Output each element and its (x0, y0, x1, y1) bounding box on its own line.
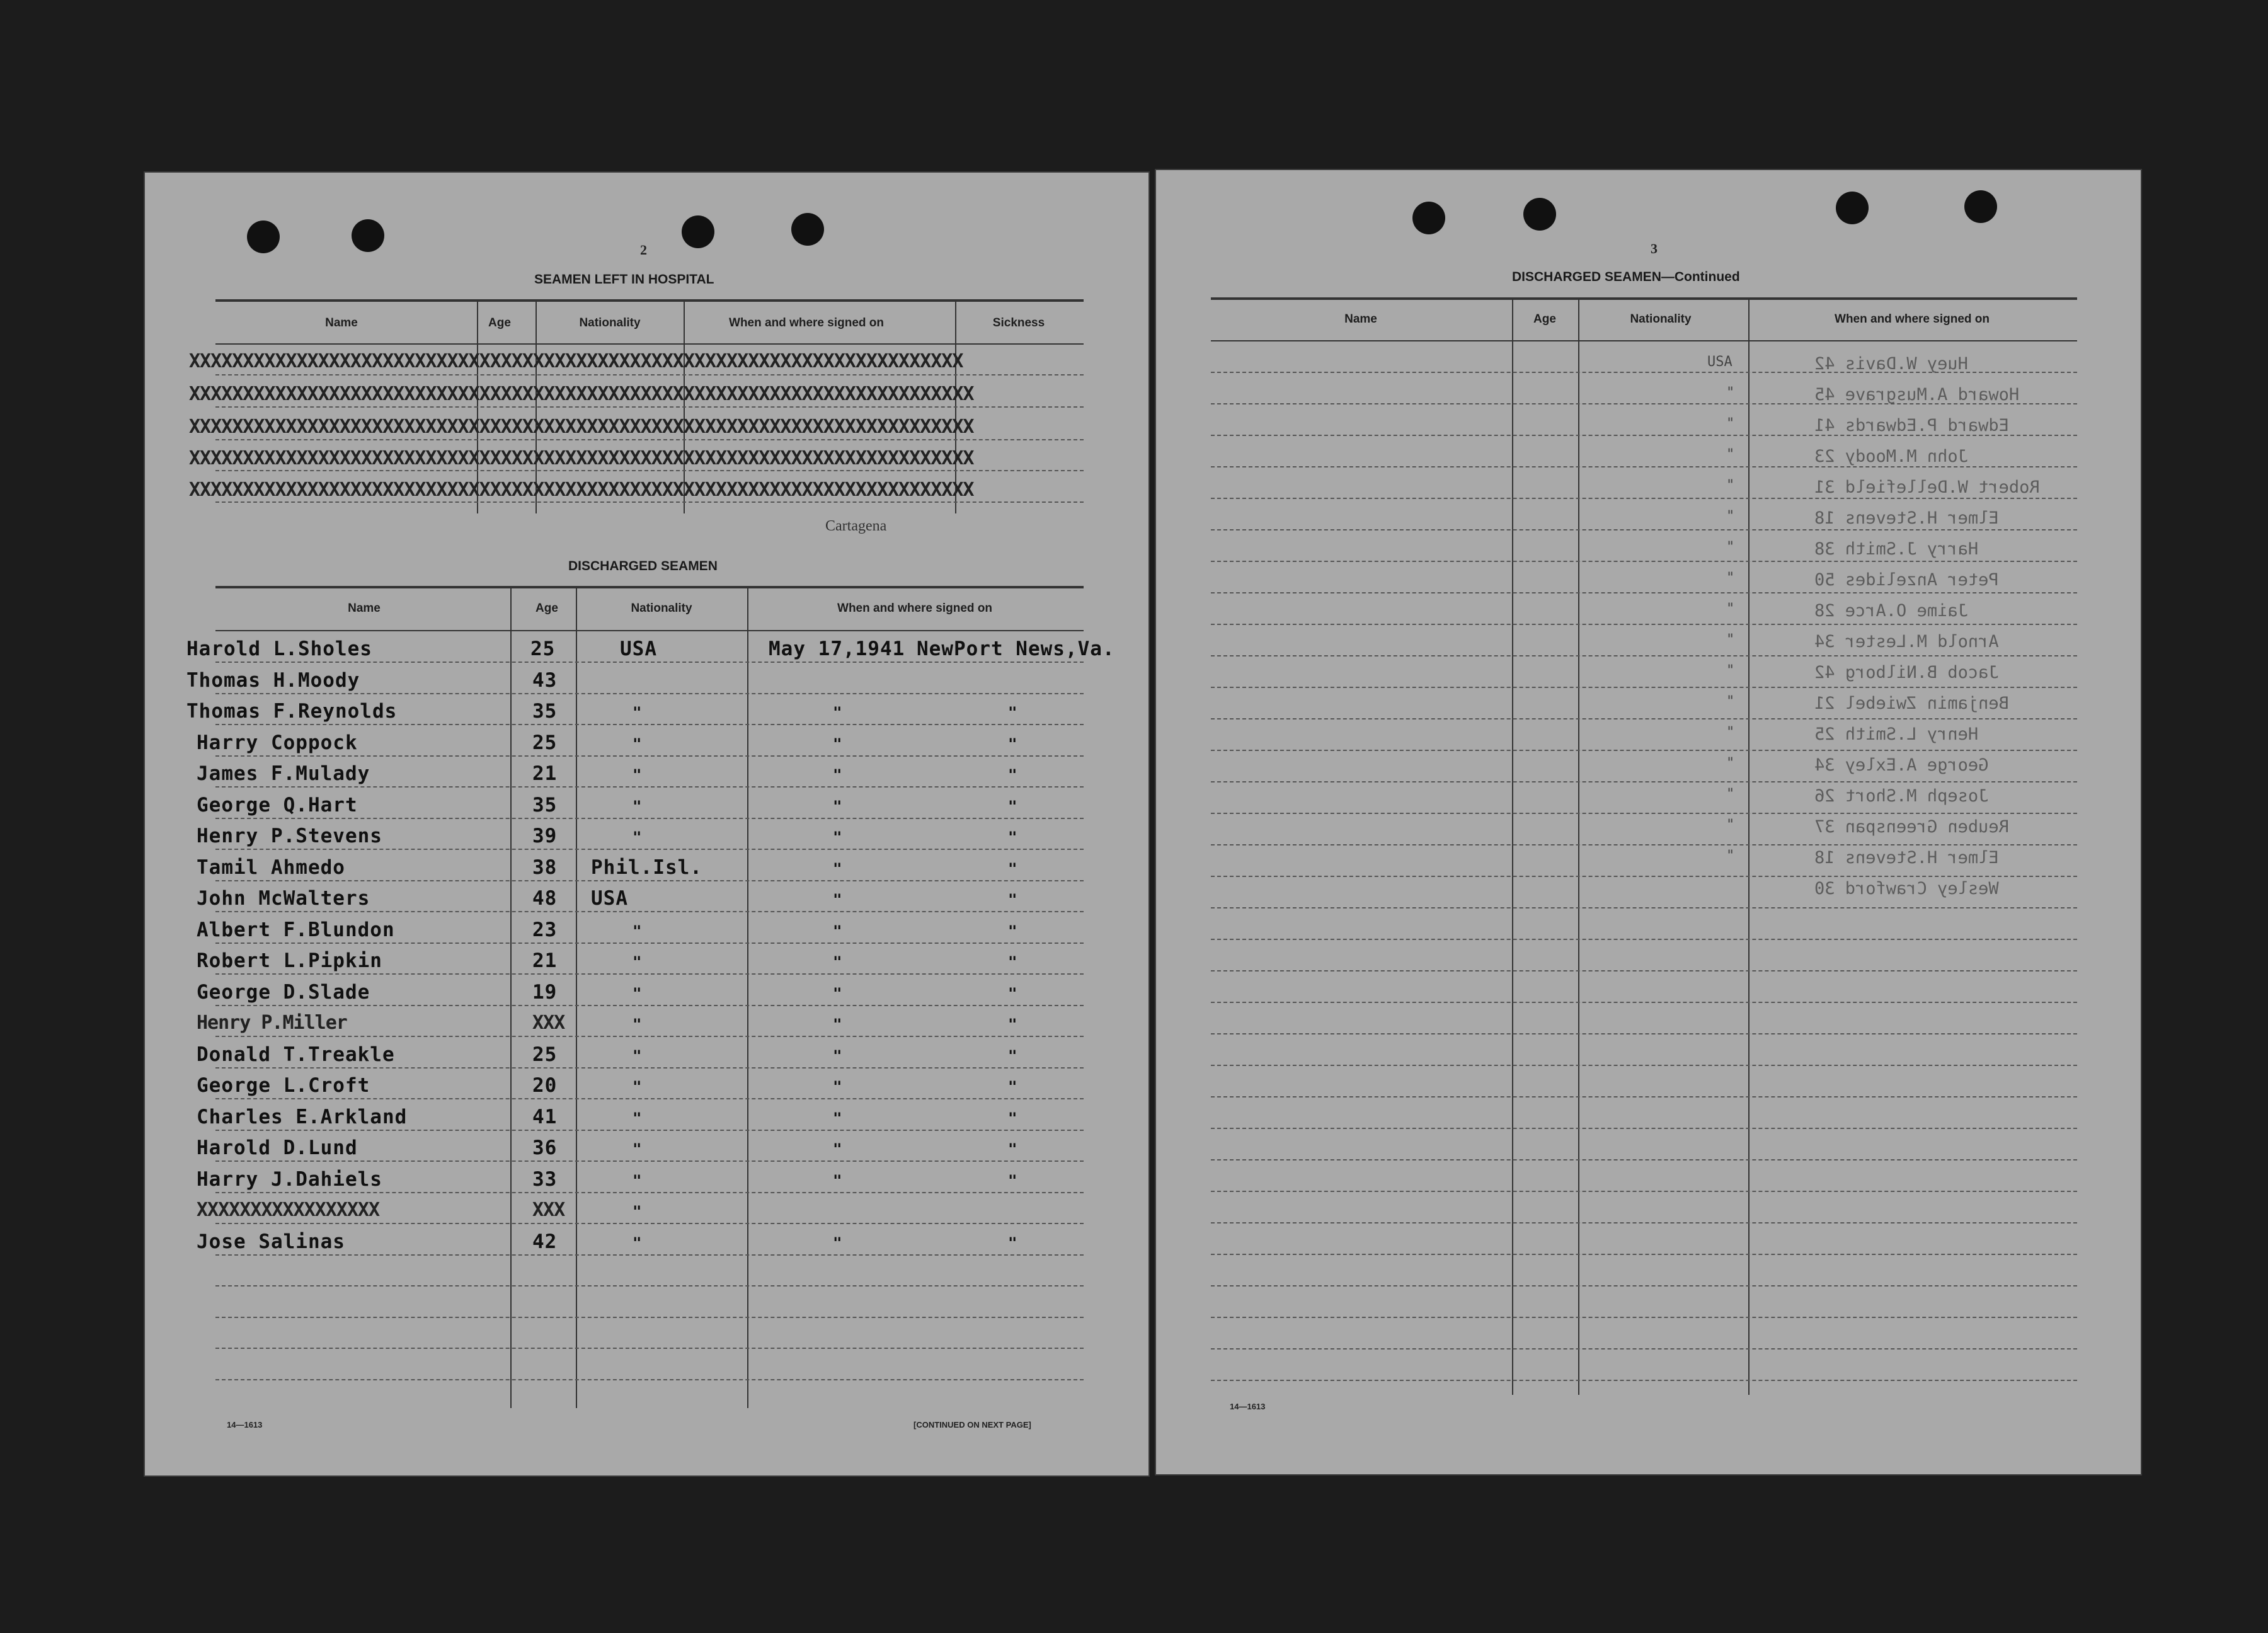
seaman-age: 25 (530, 638, 556, 660)
row-rule (215, 1348, 1084, 1349)
row-rule (215, 1005, 1084, 1006)
row-rule (1211, 1317, 2077, 1318)
seaman-nationality: " (633, 922, 642, 940)
signed-on-date: " (833, 891, 842, 908)
seaman-name: Jose Salinas (197, 1230, 345, 1253)
row-rule (1211, 1380, 2077, 1381)
column-divider (1578, 297, 1579, 1395)
mirrored-bleed-text: Arnold M.Lester 34 (1814, 632, 1999, 651)
row-rule (215, 724, 1084, 725)
row-rule (215, 439, 1084, 440)
signed-on-date: " (833, 1109, 842, 1127)
hospital-title: SEAMEN LEFT IN HOSPITAL (534, 272, 714, 287)
seaman-age: 20 (532, 1074, 558, 1097)
nationality-ditto: " (1726, 663, 1735, 679)
column-header-signed-on: When and where signed on (729, 316, 884, 329)
seaman-nationality: " (633, 1203, 642, 1220)
signed-on-date: " (833, 766, 842, 784)
seaman-age: 25 (532, 1043, 558, 1066)
row-rule (1211, 1254, 2077, 1255)
row-rule (1211, 687, 2077, 688)
row-rule (215, 374, 1084, 375)
row-rule (215, 880, 1084, 881)
signed-on-date: " (833, 922, 842, 940)
column-divider (1512, 297, 1513, 1395)
seaman-name: Charles E.Arkland (197, 1106, 408, 1128)
row-rule (1211, 718, 2077, 719)
nationality-ditto: " (1726, 755, 1735, 771)
seaman-name: Harold D.Lund (197, 1137, 358, 1159)
row-rule (1211, 1096, 2077, 1097)
row-rule (1211, 781, 2077, 782)
signed-on-place: " (1008, 828, 1017, 846)
table-rule (215, 630, 1084, 631)
seaman-nationality: " (633, 766, 642, 784)
seaman-age: 36 (532, 1137, 558, 1159)
nationality-ditto: USA (1707, 354, 1732, 370)
nationality-ditto: " (1726, 508, 1735, 524)
row-rule (215, 1036, 1084, 1037)
table-rule (215, 586, 1084, 588)
row-rule (215, 1317, 1084, 1318)
row-rule (1211, 466, 2077, 467)
seaman-nationality: Phil.Isl. (591, 856, 702, 879)
signed-on-date: " (833, 1078, 842, 1096)
column-header-sickness: Sickness (992, 316, 1045, 329)
row-rule (215, 1192, 1084, 1193)
mirrored-bleed-text: Henry L.Smith 25 (1814, 725, 1979, 744)
discharged-continued-title: DISCHARGED SEAMEN—Continued (1512, 270, 1740, 284)
signed-on-date: " (833, 1234, 842, 1252)
row-rule (1211, 844, 2077, 845)
nationality-ditto: " (1726, 725, 1735, 740)
row-rule (1211, 498, 2077, 499)
punch-hole (791, 213, 824, 246)
mirrored-bleed-text: Peter Anzelides 50 (1814, 570, 1999, 590)
seaman-name: Harry J.Dahiels (197, 1168, 382, 1191)
seaman-name: John McWalters (197, 887, 370, 910)
row-rule (1211, 970, 2077, 971)
punch-hole (1412, 202, 1445, 234)
seaman-age: 21 (532, 762, 558, 785)
continued-note: [CONTINUED ON NEXT PAGE] (914, 1420, 1031, 1430)
seaman-nationality: " (633, 953, 642, 971)
row-rule (1211, 939, 2077, 940)
row-rule (1211, 529, 2077, 530)
nationality-ditto: " (1726, 478, 1735, 493)
form-number: 14—1613 (1230, 1402, 1266, 1411)
row-rule (1211, 1159, 2077, 1160)
signed-on-date: " (833, 860, 842, 878)
row-rule (1211, 1128, 2077, 1129)
row-rule (215, 818, 1084, 819)
column-header-age: Age (1533, 312, 1556, 326)
mirrored-bleed-text: Reuben Greenspan 37 (1814, 817, 2009, 837)
struck-row: XXXXXXXXXXXXXXXXXXXXXXXXXXXXXXXXXXXXXXXXXXXXXXXXXXXXXXXXXXXXXXXXXXXXXXXXX (189, 416, 974, 438)
signed-on-place: " (1008, 891, 1017, 908)
column-header-name: Name (1344, 312, 1377, 326)
mirrored-bleed-text: Elmer H.Stevens 18 (1814, 848, 1999, 868)
signed-on-place: " (1008, 704, 1017, 721)
mirrored-bleed-text: Elmer H.Stevens 18 (1814, 508, 1999, 528)
mirrored-bleed-text: Wesley Crawford 30 (1814, 879, 1999, 898)
mirrored-bleed-text: Joseph M.Short 26 (1814, 786, 1989, 806)
nationality-ditto: " (1726, 632, 1735, 648)
seaman-nationality: " (633, 828, 642, 846)
seaman-nationality: " (633, 735, 642, 753)
seaman-age: 42 (532, 1230, 558, 1253)
nationality-ditto: " (1726, 416, 1735, 432)
punch-hole (1836, 192, 1869, 224)
seaman-nationality: " (633, 1047, 642, 1065)
row-rule (215, 1098, 1084, 1099)
form-number: 14—1613 (227, 1420, 263, 1430)
signed-on-place: " (1008, 1078, 1017, 1096)
mirrored-bleed-text: Benjamin Zwiebel 21 (1814, 694, 2009, 713)
seaman-nationality: " (633, 704, 642, 721)
punch-hole (352, 219, 384, 252)
column-header-signed-on: When and where signed on (1835, 312, 1990, 326)
mirrored-bleed-text: Jaime O.Arce 28 (1814, 601, 1968, 621)
page-number: 3 (1651, 241, 1658, 256)
signed-on-date: " (833, 735, 842, 753)
row-rule (1211, 624, 2077, 625)
row-rule (215, 1130, 1084, 1131)
row-rule (1211, 1191, 2077, 1192)
column-header-name: Name (348, 602, 381, 615)
row-rule (215, 1285, 1084, 1286)
seaman-name: Albert F.Blundon (197, 919, 395, 941)
row-rule (215, 973, 1084, 975)
row-rule (215, 1254, 1084, 1256)
column-header-nationality: Nationality (631, 602, 692, 615)
signed-on-date: " (833, 1047, 842, 1065)
row-rule (215, 1223, 1084, 1224)
signed-on-date: " (833, 985, 842, 1002)
punch-hole (247, 221, 280, 253)
seaman-age: 25 (532, 731, 558, 754)
seaman-name: Harry Coppock (197, 731, 358, 754)
seaman-nationality: " (633, 798, 642, 815)
seaman-nationality: " (633, 1140, 642, 1158)
seaman-nationality: USA (591, 887, 628, 910)
row-rule (215, 662, 1084, 663)
signed-on-place: " (1008, 860, 1017, 878)
row-rule (215, 693, 1084, 694)
row-rule (215, 1379, 1084, 1380)
row-rule (215, 1160, 1084, 1162)
nationality-ditto: " (1726, 786, 1735, 802)
seaman-age: 33 (532, 1168, 558, 1191)
signed-on-place: " (1008, 922, 1017, 940)
mirrored-bleed-text: Edward P.Edwards 41 (1814, 416, 2009, 435)
row-rule (215, 786, 1084, 788)
seaman-name: Donald T.Treakle (197, 1043, 395, 1066)
seaman-name: Thomas H.Moody (186, 669, 360, 692)
seaman-name: George Q.Hart (197, 794, 358, 816)
signed-on-place: " (1008, 1016, 1017, 1033)
seaman-age: 43 (532, 669, 558, 692)
signed-on-date: " (833, 704, 842, 721)
seaman-age: 41 (532, 1106, 558, 1128)
table-rule (1211, 340, 2077, 341)
nationality-ditto: " (1726, 570, 1735, 586)
seaman-nationality: " (633, 1016, 642, 1033)
row-rule (1211, 1348, 2077, 1349)
row-rule (215, 501, 1084, 503)
seaman-name: Henry P.Miller (197, 1012, 347, 1034)
punch-hole (1964, 190, 1997, 223)
row-rule (1211, 561, 2077, 562)
seaman-age: 48 (532, 887, 558, 910)
signed-on-place: " (1008, 1234, 1017, 1252)
nationality-ditto: " (1726, 848, 1735, 864)
seaman-age: XXX (532, 1012, 565, 1034)
mirrored-bleed-text: Howard A.Musgrave 45 (1814, 385, 2020, 404)
signed-on-date: " (833, 953, 842, 971)
signed-on-date: May 17,1941 (769, 638, 905, 660)
mirrored-bleed-text: Jacob B.Nilborg 42 (1814, 663, 1999, 682)
row-rule (1211, 1285, 2077, 1286)
seaman-nationality: " (633, 1172, 642, 1189)
signed-on-place: NewPort News,Va. (917, 638, 1115, 660)
row-rule (1211, 1002, 2077, 1003)
struck-row: XXXXXXXXXXXXXXXXXXXXXXXXXXXXXXXXXXXXXXXXXXXXXXXXXXXXXXXXXXXXXXXXXXXXXXXXX (189, 479, 974, 501)
mirrored-bleed-text: Huey W.Davis 42 (1814, 354, 1968, 374)
discharged-title: DISCHARGED SEAMEN (568, 559, 718, 573)
signed-on-date: " (833, 1140, 842, 1158)
signed-on-date: " (833, 1016, 842, 1033)
struck-row: XXXXXXXXXXXXXXXXXXXXXXXXXXXXXXXXXXXXXXXXXXXXXXXXXXXXXXXXXXXXXXXXXXXXXXXX (189, 350, 963, 372)
nationality-ditto: " (1726, 817, 1735, 833)
nationality-ditto: " (1726, 447, 1735, 462)
seaman-name: James F.Mulady (197, 762, 370, 785)
page-number: 2 (640, 242, 647, 258)
seaman-nationality: " (633, 985, 642, 1002)
mirrored-bleed-text: John M.Moody 23 (1814, 447, 1968, 466)
seaman-age: 21 (532, 949, 558, 972)
seaman-nationality: " (633, 1234, 642, 1252)
row-rule (1211, 1065, 2077, 1066)
signed-on-place: " (1008, 735, 1017, 753)
seaman-nationality: USA (620, 638, 657, 660)
row-rule (215, 943, 1084, 944)
seaman-age: 23 (532, 919, 558, 941)
table-rule (215, 299, 1084, 302)
nationality-ditto: " (1726, 694, 1735, 709)
column-header-age: Age (488, 316, 511, 329)
seaman-name: George D.Slade (197, 981, 370, 1004)
row-rule (215, 406, 1084, 408)
seaman-age: XXX (532, 1199, 565, 1221)
nationality-ditto: " (1726, 539, 1735, 555)
seaman-name: Thomas F.Reynolds (186, 700, 398, 723)
signed-on-date: " (833, 1172, 842, 1189)
row-rule (1211, 1222, 2077, 1223)
signed-on-date: " (833, 798, 842, 815)
table-rule (215, 343, 1084, 345)
signed-on-date: " (833, 828, 842, 846)
row-rule (215, 755, 1084, 757)
seaman-age: 35 (532, 700, 558, 723)
row-rule (1211, 592, 2077, 593)
seaman-age: 39 (532, 825, 558, 847)
mirrored-bleed-text: Robert W.Dellefield 31 (1814, 478, 2040, 497)
bleed-through-text: Cartagena (825, 518, 887, 534)
nationality-ditto: " (1726, 601, 1735, 617)
seaman-name: Harold L.Sholes (186, 638, 372, 660)
column-header-nationality: Nationality (579, 316, 641, 329)
seaman-nationality: " (633, 1109, 642, 1127)
row-rule (215, 470, 1084, 471)
row-rule (215, 1067, 1084, 1069)
seaman-name: Tamil Ahmedo (197, 856, 345, 879)
row-rule (1211, 1033, 2077, 1034)
signed-on-place: " (1008, 985, 1017, 1002)
signed-on-place: " (1008, 1140, 1017, 1158)
signed-on-place: " (1008, 1047, 1017, 1065)
punch-hole (682, 215, 714, 248)
mirrored-bleed-text: George A.Exley 34 (1814, 755, 1989, 775)
row-rule (1211, 907, 2077, 908)
seaman-name: Henry P.Stevens (197, 825, 382, 847)
punch-hole (1523, 198, 1556, 231)
column-header-age: Age (536, 602, 558, 615)
column-header-name: Name (325, 316, 358, 329)
seaman-name: George L.Croft (197, 1074, 370, 1097)
struck-row: XXXXXXXXXXXXXXXXXXXXXXXXXXXXXXXXXXXXXXXXXXXXXXXXXXXXXXXXXXXXXXXXXXXXXXXXX (189, 383, 974, 405)
column-header-nationality: Nationality (1630, 312, 1692, 326)
row-rule (1211, 750, 2077, 751)
seaman-name: Robert L.Pipkin (197, 949, 382, 972)
signed-on-place: " (1008, 798, 1017, 815)
signed-on-place: " (1008, 1172, 1017, 1189)
signed-on-place: " (1008, 1109, 1017, 1127)
row-rule (1211, 655, 2077, 656)
table-rule (1211, 297, 2077, 300)
struck-row: XXXXXXXXXXXXXXXXXXXXXXXXXXXXXXXXXXXXXXXXXXXXXXXXXXXXXXXXXXXXXXXXXXXXXXXXX (189, 447, 974, 469)
seaman-name: XXXXXXXXXXXXXXXXX (197, 1199, 380, 1221)
mirrored-bleed-text: Harry J.Smith 38 (1814, 539, 1979, 559)
seaman-nationality: " (633, 1078, 642, 1096)
seaman-age: 19 (532, 981, 558, 1004)
row-rule (1211, 876, 2077, 877)
seaman-age: 35 (532, 794, 558, 816)
seaman-age: 38 (532, 856, 558, 879)
nationality-ditto: " (1726, 385, 1735, 401)
column-divider (1748, 297, 1750, 1395)
signed-on-place: " (1008, 953, 1017, 971)
signed-on-place: " (1008, 766, 1017, 784)
row-rule (215, 911, 1084, 912)
row-rule (215, 849, 1084, 850)
column-header-signed-on: When and where signed on (837, 602, 992, 615)
row-rule (1211, 813, 2077, 814)
